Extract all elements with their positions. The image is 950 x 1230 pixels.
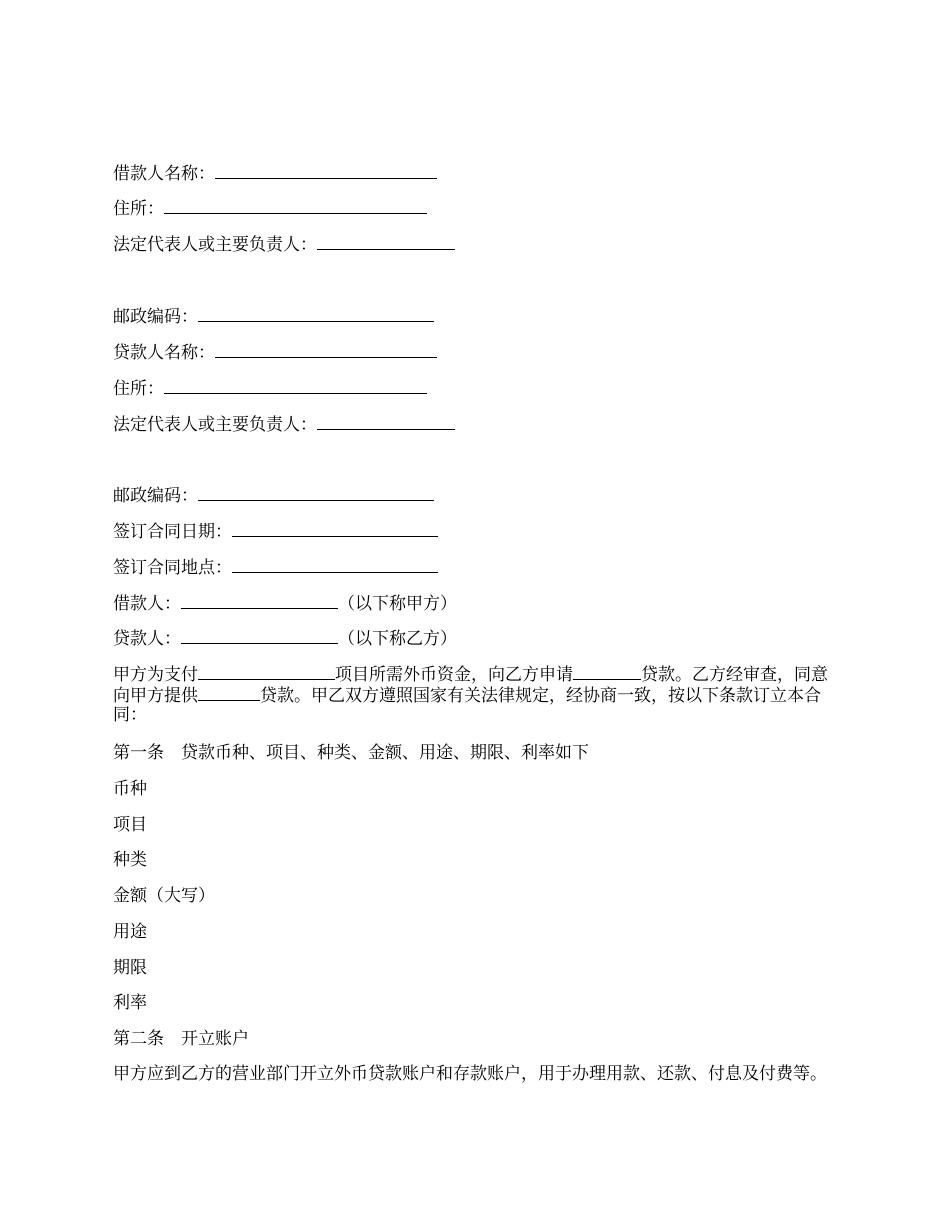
- party-borrower-line: [113, 593, 457, 614]
- signing-date-line: [113, 521, 438, 542]
- article1-item-currency: 币种: [113, 779, 147, 799]
- borrower-address-label: 住所：: [113, 199, 164, 219]
- borrower-legal-rep-blank[interactable]: [317, 234, 455, 250]
- borrower-postal-blank[interactable]: [198, 306, 434, 322]
- lender-legal-rep-blank[interactable]: [317, 414, 455, 430]
- signing-place-label: 签订合同地点：: [113, 558, 232, 578]
- lender-address-blank[interactable]: [164, 378, 427, 394]
- preamble-paragraph: [113, 664, 833, 725]
- borrower-legal-rep-line: [113, 234, 455, 255]
- preamble-part1: 甲方为支付: [113, 665, 198, 685]
- party-lender-label: 贷款人：: [113, 629, 181, 649]
- article1-item-purpose: 用途: [113, 922, 147, 942]
- signing-place-line: [113, 557, 438, 578]
- party-lender-line: [113, 628, 457, 649]
- signing-date-blank[interactable]: [232, 521, 438, 537]
- borrower-address-blank[interactable]: [164, 198, 427, 214]
- lender-address-line: [113, 378, 427, 399]
- party-borrower-suffix: （以下称甲方）: [338, 594, 457, 614]
- article2-body: 甲方应到乙方的营业部门开立外币贷款账户和存款账户，用于办理用款、还款、付息及付费等。: [113, 1064, 827, 1084]
- signing-place-blank[interactable]: [232, 557, 438, 573]
- lender-postal-label: 邮政编码：: [113, 486, 198, 506]
- lender-legal-rep-line: [113, 414, 455, 435]
- borrower-postal-line: [113, 306, 434, 327]
- preamble-part4: 贷款。甲乙双方遵照国家有关法律规定，经协商一致，按以下条款订立本合同：: [113, 686, 821, 725]
- party-borrower-label: 借款人：: [113, 594, 181, 614]
- article1-item-project: 项目: [113, 815, 147, 835]
- lender-postal-line: [113, 485, 434, 506]
- preamble-part3: 贷款。乙方经审查，同意向甲方提供: [113, 665, 828, 706]
- lender-name-line: [113, 342, 437, 363]
- signing-date-label: 签订合同日期：: [113, 522, 232, 542]
- lender-name-blank[interactable]: [215, 342, 437, 358]
- lender-legal-rep-label: 法定代表人或主要负责人：: [113, 415, 317, 435]
- article1-item-type: 种类: [113, 850, 147, 870]
- borrower-name-blank[interactable]: [215, 163, 437, 179]
- borrower-name-line: [113, 163, 437, 184]
- article1-item-amount: 金额（大写）: [113, 886, 215, 906]
- borrower-legal-rep-label: 法定代表人或主要负责人：: [113, 235, 317, 255]
- lender-address-label: 住所：: [113, 379, 164, 399]
- party-borrower-blank[interactable]: [181, 593, 338, 609]
- borrower-postal-label: 邮政编码：: [113, 307, 198, 327]
- article1-item-term: 期限: [113, 958, 147, 978]
- borrower-address-line: [113, 198, 427, 219]
- borrower-name-label: 借款人名称：: [113, 164, 215, 184]
- lender-postal-blank[interactable]: [198, 485, 434, 501]
- article2-title: 第二条 开立账户: [113, 1029, 249, 1049]
- article1-title: 第一条 贷款币种、项目、种类、金额、用途、期限、利率如下: [113, 743, 589, 763]
- preamble-provide-blank[interactable]: [198, 685, 260, 701]
- preamble-project-blank[interactable]: [198, 664, 335, 680]
- party-lender-suffix: （以下称乙方）: [338, 629, 457, 649]
- preamble-part2: 项目所需外币资金，向乙方申请: [335, 665, 573, 685]
- party-lender-blank[interactable]: [181, 628, 338, 644]
- lender-name-label: 贷款人名称：: [113, 343, 215, 363]
- preamble-apply-blank[interactable]: [573, 664, 641, 680]
- article1-item-rate: 利率: [113, 993, 147, 1013]
